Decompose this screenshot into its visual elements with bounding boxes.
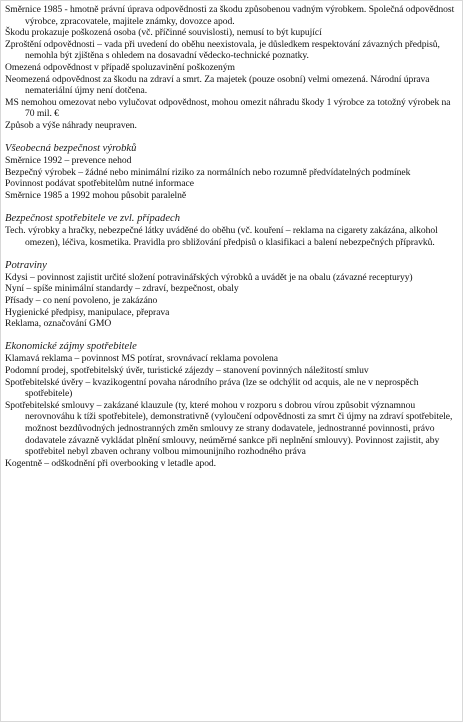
- section-heading: Potraviny: [5, 259, 47, 271]
- paragraph: Bezpečný výrobek – žádné nebo minimální riziko za normálních nebo rozumně předvídatelných podmínek: [5, 166, 411, 178]
- section-heading: Všeobecná bezpečnost výrobků: [5, 143, 137, 155]
- paragraph: MS nemohou omezovat nebo vylučovat odpovědnost, mohou omezit náhradu škody 1 výrobce za totožný výrobek na 70 mil. €: [5, 96, 451, 120]
- paragraph: Způsob a výše náhrady neupraven.: [5, 119, 137, 131]
- section-heading: Bezpečnost spotřebitele ve zvl. případech: [5, 213, 181, 225]
- paragraph: Reklama, označování GMO: [5, 318, 112, 330]
- paragraph: Směrnice 1985 - hmotně právní úprava odpovědnosti za škodu způsobenou vadným výrobkem. Společná odpovědnost výrobce, zpracovatele, majitele známky, dovozce apod.: [5, 4, 455, 27]
- spacer: [5, 248, 459, 260]
- paragraph: Povinnost podávat spotřebitelům nutné informace: [5, 178, 194, 190]
- section-economic-interests: [5, 341, 459, 469]
- paragraph: Tech. výrobky a hračky, nebezpečné látky uváděné do oběhu (vč. kouření – reklama na cigarety zakázána, alkohol omezen), léčiva, kosmetika. Pravidla pro sbližování předpisů o klasifikaci a balení nebezpečných přípravků.: [5, 225, 438, 248]
- document-body: [5, 4, 459, 469]
- paragraph: Zproštění odpovědnosti – vada při uvedení do oběhu neexistovala, je důsledkem respektování závazných předpisů, nemohla být zjištěna s ohledem na dosavadní vědecko-technické poznatky.: [5, 38, 440, 62]
- paragraph: Neomezená odpovědnost za škodu na zdraví a smrt. Za majetek (pouze osobní) velmi omezená. Národní úprava nemateriální újmy není dotčena.: [5, 73, 430, 97]
- section-food: [5, 260, 459, 330]
- spacer: [5, 202, 459, 214]
- paragraph: Kdysi – povinnost zajistit určité složení potravinářských výrobků a uvádět je na obalu (závazné recepturyy): [5, 271, 413, 283]
- paragraph: Hygienické předpisy, manipulace, přeprava: [5, 306, 170, 318]
- paragraph: Spotřebitelské úvěry – kvazikogentní povaha národního práva (lze se odchýlit od acquis, ale ne v neprospěch spotřebitele): [5, 376, 419, 400]
- section-heading: Ekonomické zájmy spotřebitele: [5, 341, 137, 353]
- paragraph: Nyní – spíše minimální standardy – zdraví, bezpečnost, obaly: [5, 283, 239, 295]
- paragraph: Klamavá reklama – povinnost MS potírat, srovnávací reklama povolena: [5, 353, 278, 365]
- section-general-safety: [5, 143, 459, 201]
- paragraph: Škodu prokazuje poškozená osoba (vč. příčinné souvislosti), nemusí to být kupující: [5, 27, 322, 39]
- spacer: [5, 132, 459, 144]
- paragraph: Podomní prodej, spotřebitelský úvěr, turistické zájezdy – stanovení povinných náležitostí smluv: [5, 365, 369, 377]
- paragraph: Omezená odpovědnost v případě spoluzavinění poškozeným: [5, 61, 235, 73]
- section-special-cases: [5, 213, 459, 248]
- spacer: [5, 330, 459, 342]
- paragraph: Směrnice 1985 a 1992 mohou působit paralelně: [5, 189, 187, 201]
- paragraph: Směrnice 1992 – prevence nehod: [5, 155, 132, 167]
- paragraph: Spotřebitelské smlouvy – zakázané klauzule (ty, které mohou v rozporu s dobrou vírou způsobit významnou nerovnováhu k tíži spotřebitele), demonstrativně (vyloučení odpovědnosti za smrt či újmy na zdraví spotřebitele, možnost bezdůvodných jednostranných změn smlouvy ze strany dodavatele, jednostranné povinnosti, právo dodavatele závazně vykládat plnění smlouvy, neúměrné sankce při neplnění smlouvy). Povinnost zajistit, aby spotřebitel nebyl zbaven ochrany volbou mimounijního rozhodného práva: [5, 399, 453, 458]
- paragraph: Přísady – co není povoleno, je zakázáno: [5, 295, 158, 307]
- paragraph: Kogentně – odškodnění při overbooking v letadle apod.: [5, 457, 217, 469]
